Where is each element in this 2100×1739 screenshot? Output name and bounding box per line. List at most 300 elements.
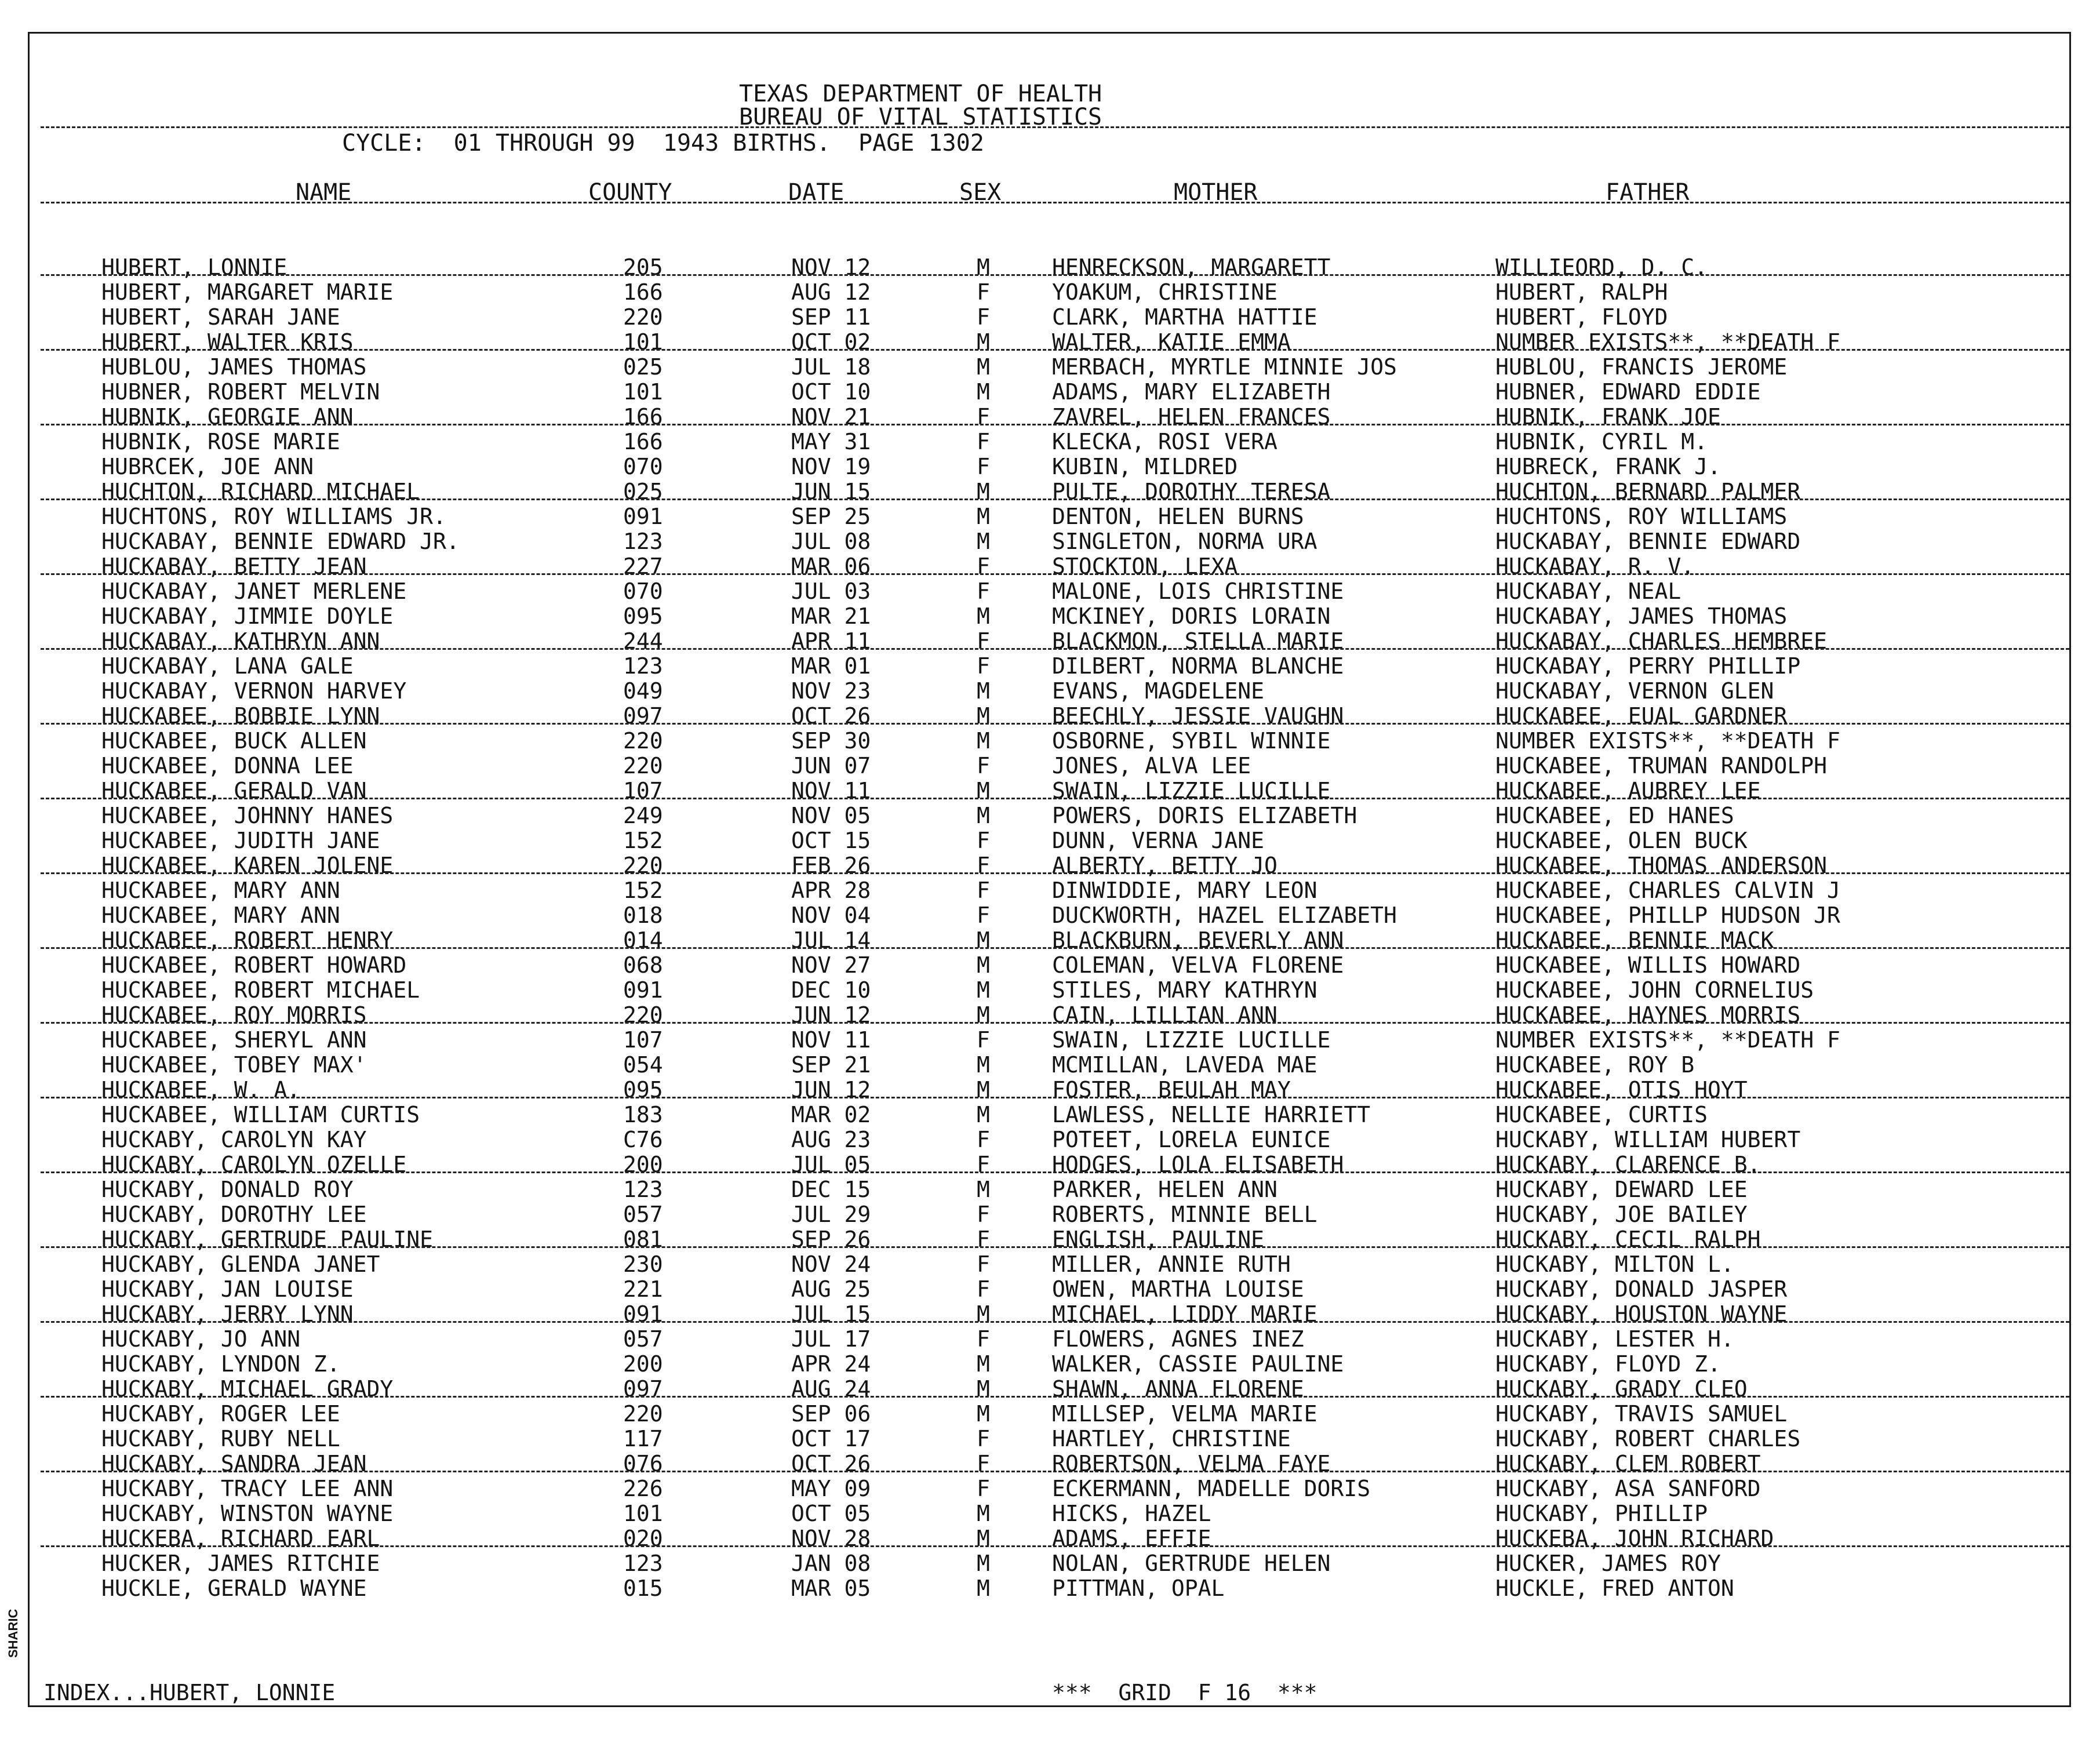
mother-cell: PITTMAN, OPAL bbox=[1052, 1576, 1225, 1601]
row-separator bbox=[41, 1172, 2069, 1173]
father-cell: HUCHTONS, ROY WILLIAMS bbox=[1495, 504, 1788, 529]
name-cell: HUCKABEE, W. A. bbox=[101, 1077, 301, 1103]
name-cell: HUCKABAY, VERNON HARVEY bbox=[101, 678, 407, 704]
mother-cell: SINGLETON, NORMA URA bbox=[1052, 529, 1317, 554]
sex-cell: M bbox=[977, 1052, 990, 1078]
sex-cell: F bbox=[977, 1202, 990, 1227]
date-cell: MAR 05 bbox=[791, 1576, 871, 1601]
date-cell: OCT 05 bbox=[791, 1501, 871, 1526]
table-row bbox=[0, 1352, 2100, 1377]
name-cell: HUCKABY, GLENDA JANET bbox=[101, 1252, 380, 1277]
date-cell: MAY 09 bbox=[791, 1476, 871, 1501]
date-cell: OCT 15 bbox=[791, 828, 871, 853]
mother-cell: ADAMS, MARY ELIZABETH bbox=[1052, 379, 1331, 405]
mother-cell: KUBIN, MILDRED bbox=[1052, 454, 1238, 479]
row-separator bbox=[41, 274, 2069, 276]
table-row bbox=[0, 1078, 2100, 1103]
county-cell: 220 bbox=[623, 304, 663, 330]
table-row bbox=[0, 704, 2100, 729]
county-cell: 107 bbox=[623, 1027, 663, 1053]
name-cell: HUCKABY, WINSTON WAYNE bbox=[101, 1501, 394, 1526]
father-cell: HUCKABY, ROBERT CHARLES bbox=[1495, 1426, 1801, 1451]
mother-cell: BEECHLY, JESSIE VAUGHN bbox=[1052, 703, 1344, 729]
name-cell: HUCKABEE, MARY ANN bbox=[101, 878, 340, 903]
mother-cell: HICKS, HAZEL bbox=[1052, 1501, 1211, 1526]
father-cell: HUCKABY, CLEM ROBERT bbox=[1495, 1451, 1761, 1476]
date-cell: JUN 12 bbox=[791, 1002, 871, 1028]
mother-cell: ENGLISH, PAULINE bbox=[1052, 1227, 1265, 1252]
mother-cell: CLARK, MARTHA HATTIE bbox=[1052, 304, 1317, 330]
row-separator bbox=[41, 648, 2069, 650]
county-cell: 057 bbox=[623, 1202, 663, 1227]
mother-cell: HARTLEY, CHRISTINE bbox=[1052, 1426, 1291, 1451]
date-cell: DEC 15 bbox=[791, 1177, 871, 1202]
name-cell: HUCKABY, JERRY LYNN bbox=[101, 1301, 354, 1327]
table-row bbox=[0, 1177, 2100, 1202]
name-cell: HUCKABY, LYNDON Z. bbox=[101, 1351, 340, 1377]
sex-cell: F bbox=[977, 1451, 990, 1476]
grid-footer: *** GRID F 16 *** bbox=[1052, 1680, 1317, 1705]
father-cell: HUBLOU, FRANCIS JEROME bbox=[1495, 354, 1788, 380]
row-separator bbox=[41, 424, 2069, 425]
father-cell: HUCKABEE, EUAL GARDNER bbox=[1495, 703, 1788, 729]
mother-cell: DUNN, VERNA JANE bbox=[1052, 828, 1265, 853]
father-cell: HUBNIK, FRANK JOE bbox=[1495, 404, 1721, 430]
mother-cell: PARKER, HELEN ANN bbox=[1052, 1177, 1278, 1202]
sex-cell: M bbox=[977, 354, 990, 380]
header-rule bbox=[41, 126, 2069, 128]
father-cell: HUCKEBA, JOHN RICHARD bbox=[1495, 1526, 1774, 1551]
table-row bbox=[0, 928, 2100, 953]
date-cell: DEC 10 bbox=[791, 977, 871, 1003]
date-cell: MAR 02 bbox=[791, 1102, 871, 1127]
county-cell: 070 bbox=[623, 454, 663, 479]
father-cell: HUCKABEE, TRUMAN RANDOLPH bbox=[1495, 753, 1827, 778]
table-row bbox=[0, 355, 2100, 380]
name-cell: HUCKER, JAMES RITCHIE bbox=[101, 1551, 380, 1576]
table-row bbox=[0, 1427, 2100, 1451]
sex-cell: M bbox=[977, 678, 990, 704]
date-cell: JUL 17 bbox=[791, 1326, 871, 1352]
date-cell: SEP 30 bbox=[791, 728, 871, 754]
county-cell: 015 bbox=[623, 1576, 663, 1601]
father-cell: HUCKABAY, NEAL bbox=[1495, 579, 1682, 604]
table-row bbox=[0, 1402, 2100, 1427]
sex-cell: F bbox=[977, 753, 990, 778]
county-cell: 123 bbox=[623, 529, 663, 554]
name-cell: HUCKABY, JO ANN bbox=[101, 1326, 301, 1352]
sex-cell: M bbox=[977, 927, 990, 953]
mother-cell: EVANS, MAGDELENE bbox=[1052, 678, 1265, 704]
mother-cell: FOSTER, BEULAH MAY bbox=[1052, 1077, 1291, 1103]
date-cell: AUG 24 bbox=[791, 1376, 871, 1402]
father-cell: HUCKABEE, OTIS HOYT bbox=[1495, 1077, 1748, 1103]
mother-cell: DENTON, HELEN BURNS bbox=[1052, 504, 1304, 529]
county-cell: 091 bbox=[623, 504, 663, 529]
name-cell: HUBLOU, JAMES THOMAS bbox=[101, 354, 367, 380]
date-cell: JUL 03 bbox=[791, 579, 871, 604]
table-row bbox=[0, 1327, 2100, 1352]
county-cell: 220 bbox=[623, 1401, 663, 1427]
table-row bbox=[0, 305, 2100, 330]
mother-cell: BLACKMON, STELLA MARIE bbox=[1052, 628, 1344, 654]
sex-cell: F bbox=[977, 1476, 990, 1501]
date-cell: NOV 19 bbox=[791, 454, 871, 479]
date-cell: SEP 06 bbox=[791, 1401, 871, 1427]
table-row bbox=[0, 828, 2100, 853]
father-cell: HUCKABAY, BENNIE EDWARD bbox=[1495, 529, 1801, 554]
table-row bbox=[0, 1526, 2100, 1551]
county-cell: 183 bbox=[623, 1102, 663, 1127]
sex-cell: M bbox=[977, 1102, 990, 1127]
father-cell: HUBERT, RALPH bbox=[1495, 279, 1668, 305]
table-row bbox=[0, 778, 2100, 803]
mother-cell: COLEMAN, VELVA FLORENE bbox=[1052, 952, 1344, 978]
name-cell: HUBRCEK, JOE ANN bbox=[101, 454, 314, 479]
mother-cell: PULTE, DOROTHY TERESA bbox=[1052, 479, 1331, 504]
table-row bbox=[0, 1127, 2100, 1152]
sex-cell: M bbox=[977, 529, 990, 554]
date-cell: SEP 25 bbox=[791, 504, 871, 529]
father-cell: HUCKABAY, VERNON GLEN bbox=[1495, 678, 1774, 704]
father-cell: NUMBER EXISTS**, **DEATH F bbox=[1495, 1027, 1840, 1053]
father-cell: HUCKABY, MILTON L. bbox=[1495, 1252, 1734, 1277]
mother-cell: CAIN, LILLIAN ANN bbox=[1052, 1002, 1278, 1028]
date-cell: AUG 12 bbox=[791, 279, 871, 305]
name-cell: HUCKABEE, TOBEY MAX' bbox=[101, 1052, 367, 1078]
father-cell: HUCKER, JAMES ROY bbox=[1495, 1551, 1721, 1576]
sex-cell: M bbox=[977, 329, 990, 355]
county-cell: 123 bbox=[623, 1551, 663, 1576]
mother-cell: OSBORNE, SYBIL WINNIE bbox=[1052, 728, 1331, 754]
sex-cell: F bbox=[977, 1252, 990, 1277]
name-cell: HUCKABY, CAROLYN KAY bbox=[101, 1127, 367, 1152]
mother-cell: POWERS, DORIS ELIZABETH bbox=[1052, 803, 1357, 828]
mother-cell: ZAVREL, HELEN FRANCES bbox=[1052, 404, 1331, 430]
father-cell: HUCKABEE, OLEN BUCK bbox=[1495, 828, 1748, 853]
father-cell: HUCKABEE, PHILLP HUDSON JR bbox=[1495, 903, 1840, 928]
sex-cell: M bbox=[977, 254, 990, 280]
row-separator bbox=[41, 573, 2069, 575]
county-cell: 244 bbox=[623, 628, 663, 654]
date-cell: NOV 04 bbox=[791, 903, 871, 928]
name-cell: HUCKABY, ROGER LEE bbox=[101, 1401, 340, 1427]
sex-cell: F bbox=[977, 579, 990, 604]
county-cell: 057 bbox=[623, 1326, 663, 1352]
name-cell: HUCKABY, MICHAEL GRADY bbox=[101, 1376, 394, 1402]
mother-cell: JONES, ALVA LEE bbox=[1052, 753, 1251, 778]
father-cell: HUCKABAY, JAMES THOMAS bbox=[1495, 603, 1788, 629]
sex-cell: F bbox=[977, 429, 990, 454]
table-row bbox=[0, 1377, 2100, 1402]
row-separator bbox=[41, 798, 2069, 799]
county-cell: 220 bbox=[623, 853, 663, 878]
father-cell: HUCKABEE, AUBREY LEE bbox=[1495, 778, 1761, 803]
col-header-name: NAME bbox=[296, 179, 352, 206]
name-cell: HUCKABAY, JIMMIE DOYLE bbox=[101, 603, 394, 629]
sex-cell: M bbox=[977, 952, 990, 978]
col-header-father: FATHER bbox=[1606, 179, 1690, 206]
father-cell: HUCKABY, TRAVIS SAMUEL bbox=[1495, 1401, 1788, 1427]
name-cell: HUCKLE, GERALD WAYNE bbox=[101, 1576, 367, 1601]
side-label: SHARIC bbox=[6, 1609, 20, 1658]
name-cell: HUCHTONS, ROY WILLIAMS JR. bbox=[101, 504, 446, 529]
sex-cell: F bbox=[977, 1127, 990, 1152]
father-cell: HUCKABEE, THOMAS ANDERSON bbox=[1495, 853, 1827, 878]
sex-cell: M bbox=[977, 479, 990, 504]
table-row bbox=[0, 579, 2100, 604]
name-cell: HUCKABY, JAN LOUISE bbox=[101, 1276, 354, 1302]
date-cell: NOV 12 bbox=[791, 254, 871, 280]
father-cell: HUCKABAY, PERRY PHILLIP bbox=[1495, 653, 1801, 679]
sex-cell: F bbox=[977, 454, 990, 479]
father-cell: HUCKABEE, BENNIE MACK bbox=[1495, 927, 1774, 953]
father-cell: HUCKABY, WILLIAM HUBERT bbox=[1495, 1127, 1801, 1152]
index-footer: INDEX...HUBERT, LONNIE bbox=[43, 1680, 336, 1705]
table-row bbox=[0, 604, 2100, 629]
county-cell: 227 bbox=[623, 554, 663, 579]
name-cell: HUCKABY, DOROTHY LEE bbox=[101, 1202, 367, 1227]
name-cell: HUCKABY, CAROLYN OZELLE bbox=[101, 1152, 407, 1177]
row-separator bbox=[41, 499, 2069, 500]
date-cell: JUN 15 bbox=[791, 479, 871, 504]
mother-cell: ADAMS, EFFIE bbox=[1052, 1526, 1211, 1551]
table-row bbox=[0, 405, 2100, 430]
cycle-line: CYCLE: 01 THROUGH 99 1943 BIRTHS. PAGE 1302 bbox=[342, 130, 984, 157]
father-cell: HUCKABEE, JOHN CORNELIUS bbox=[1495, 977, 1814, 1003]
father-cell: HUCKABY, FLOYD Z. bbox=[1495, 1351, 1721, 1377]
col-header-mother: MOTHER bbox=[1174, 179, 1258, 206]
col-header-date: DATE bbox=[788, 179, 845, 206]
name-cell: HUBERT, WALTER KRIS bbox=[101, 329, 354, 355]
mother-cell: ROBERTS, MINNIE BELL bbox=[1052, 1202, 1317, 1227]
sex-cell: M bbox=[977, 1551, 990, 1576]
mother-cell: ROBERTSON, VELMA FAYE bbox=[1052, 1451, 1331, 1476]
sex-cell: F bbox=[977, 1027, 990, 1053]
mother-cell: MILLER, ANNIE RUTH bbox=[1052, 1252, 1291, 1277]
county-cell: 097 bbox=[623, 703, 663, 729]
mother-cell: WALTER, KATIE EMMA bbox=[1052, 329, 1291, 355]
county-cell: 091 bbox=[623, 977, 663, 1003]
date-cell: APR 24 bbox=[791, 1351, 871, 1377]
county-cell: 091 bbox=[623, 1301, 663, 1327]
county-cell: 081 bbox=[623, 1227, 663, 1252]
table-row bbox=[0, 479, 2100, 504]
sex-cell: F bbox=[977, 828, 990, 853]
name-cell: HUCKABEE, JUDITH JANE bbox=[101, 828, 380, 853]
name-cell: HUCKABEE, WILLIAM CURTIS bbox=[101, 1102, 420, 1127]
sex-cell: M bbox=[977, 728, 990, 754]
county-cell: 101 bbox=[623, 379, 663, 405]
sex-cell: M bbox=[977, 1351, 990, 1377]
table-row bbox=[0, 953, 2100, 978]
name-cell: HUCKABAY, BETTY JEAN bbox=[101, 554, 367, 579]
row-separator bbox=[41, 1097, 2069, 1098]
table-row bbox=[0, 1476, 2100, 1501]
county-cell: 107 bbox=[623, 778, 663, 803]
mother-cell: LAWLESS, NELLIE HARRIETT bbox=[1052, 1102, 1371, 1127]
name-cell: HUCKABEE, ROBERT HOWARD bbox=[101, 952, 407, 978]
sex-cell: M bbox=[977, 1177, 990, 1202]
date-cell: OCT 26 bbox=[791, 1451, 871, 1476]
table-row bbox=[0, 1053, 2100, 1078]
table-row bbox=[0, 978, 2100, 1003]
table-row bbox=[0, 679, 2100, 704]
father-cell: HUCKABY, JOE BAILEY bbox=[1495, 1202, 1748, 1227]
row-separator bbox=[41, 1545, 2069, 1547]
mother-cell: YOAKUM, CHRISTINE bbox=[1052, 279, 1278, 305]
name-cell: HUCKABY, RUBY NELL bbox=[101, 1426, 340, 1451]
date-cell: OCT 17 bbox=[791, 1426, 871, 1451]
name-cell: HUCKABEE, KAREN JOLENE bbox=[101, 853, 394, 878]
mother-cell: KLECKA, ROSI VERA bbox=[1052, 429, 1278, 454]
name-cell: HUBNER, ROBERT MELVIN bbox=[101, 379, 380, 405]
mother-cell: MERBACH, MYRTLE MINNIE JOS bbox=[1052, 354, 1397, 380]
name-cell: HUCKABEE, GERALD VAN bbox=[101, 778, 367, 803]
sex-cell: M bbox=[977, 1077, 990, 1103]
name-cell: HUCKABY, SANDRA JEAN bbox=[101, 1451, 367, 1476]
table-row bbox=[0, 1003, 2100, 1028]
father-cell: HUCKABY, LESTER H. bbox=[1495, 1326, 1734, 1352]
county-cell: 220 bbox=[623, 728, 663, 754]
name-cell: HUCKABAY, JANET MERLENE bbox=[101, 579, 407, 604]
sex-cell: F bbox=[977, 653, 990, 679]
county-cell: 068 bbox=[623, 952, 663, 978]
agency-title: TEXAS DEPARTMENT OF HEALTH bbox=[739, 81, 1102, 107]
date-cell: NOV 23 bbox=[791, 678, 871, 704]
county-cell: 076 bbox=[623, 1451, 663, 1476]
name-cell: HUCHTON, RICHARD MICHAEL bbox=[101, 479, 420, 504]
county-cell: 049 bbox=[623, 678, 663, 704]
table-row bbox=[0, 803, 2100, 828]
father-cell: HUBNER, EDWARD EDDIE bbox=[1495, 379, 1761, 405]
mother-cell: STOCKTON, LEXA bbox=[1052, 554, 1238, 579]
sex-cell: M bbox=[977, 1501, 990, 1526]
county-cell: 220 bbox=[623, 753, 663, 778]
county-cell: 230 bbox=[623, 1252, 663, 1277]
sex-cell: M bbox=[977, 1301, 990, 1327]
sex-cell: M bbox=[977, 1376, 990, 1402]
father-cell: HUCKABY, PHILLIP bbox=[1495, 1501, 1708, 1526]
sex-cell: M bbox=[977, 977, 990, 1003]
sex-cell: F bbox=[977, 1227, 990, 1252]
county-cell: 226 bbox=[623, 1476, 663, 1501]
mother-cell: DUCKWORTH, HAZEL ELIZABETH bbox=[1052, 903, 1397, 928]
date-cell: NOV 11 bbox=[791, 1027, 871, 1053]
date-cell: APR 11 bbox=[791, 628, 871, 654]
mother-cell: MALONE, LOIS CHRISTINE bbox=[1052, 579, 1344, 604]
father-cell: HUCKABEE, CHARLES CALVIN J bbox=[1495, 878, 1840, 903]
date-cell: JUN 12 bbox=[791, 1077, 871, 1103]
father-cell: HUCKABY, ASA SANFORD bbox=[1495, 1476, 1761, 1501]
name-cell: HUBERT, SARAH JANE bbox=[101, 304, 340, 330]
table-row bbox=[0, 1277, 2100, 1302]
county-cell: 020 bbox=[623, 1526, 663, 1551]
county-cell: C76 bbox=[623, 1127, 663, 1152]
mother-cell: STILES, MARY KATHRYN bbox=[1052, 977, 1317, 1003]
date-cell: AUG 25 bbox=[791, 1276, 871, 1302]
date-cell: MAR 21 bbox=[791, 603, 871, 629]
sex-cell: M bbox=[977, 803, 990, 828]
date-cell: JUL 29 bbox=[791, 1202, 871, 1227]
name-cell: HUCKABY, TRACY LEE ANN bbox=[101, 1476, 394, 1501]
county-cell: 018 bbox=[623, 903, 663, 928]
bureau-title: BUREAU OF VITAL STATISTICS bbox=[739, 104, 1102, 130]
mother-cell: MILLSEP, VELMA MARIE bbox=[1052, 1401, 1317, 1427]
table-row bbox=[0, 330, 2100, 355]
name-cell: HUCKABEE, BUCK ALLEN bbox=[101, 728, 367, 754]
father-cell: HUCKABEE, WILLIS HOWARD bbox=[1495, 952, 1801, 978]
mother-cell: SWAIN, LIZZIE LUCILLE bbox=[1052, 778, 1331, 803]
name-cell: HUCKABAY, LANA GALE bbox=[101, 653, 354, 679]
county-cell: 166 bbox=[623, 279, 663, 305]
name-cell: HUCKABEE, ROY MORRIS bbox=[101, 1002, 367, 1028]
county-cell: 166 bbox=[623, 429, 663, 454]
county-cell: 070 bbox=[623, 579, 663, 604]
county-cell: 152 bbox=[623, 878, 663, 903]
date-cell: SEP 21 bbox=[791, 1052, 871, 1078]
county-cell: 014 bbox=[623, 927, 663, 953]
row-separator bbox=[41, 872, 2069, 874]
date-cell: JUL 05 bbox=[791, 1152, 871, 1177]
mother-cell: POTEET, LORELA EUNICE bbox=[1052, 1127, 1331, 1152]
sex-cell: M bbox=[977, 504, 990, 529]
table-row bbox=[0, 903, 2100, 928]
sex-cell: M bbox=[977, 603, 990, 629]
mother-cell: DILBERT, NORMA BLANCHE bbox=[1052, 653, 1344, 679]
county-cell: 200 bbox=[623, 1152, 663, 1177]
county-cell: 117 bbox=[623, 1426, 663, 1451]
name-cell: HUCKABEE, ROBERT MICHAEL bbox=[101, 977, 420, 1003]
table-row bbox=[0, 529, 2100, 554]
father-cell: HUCKABEE, HAYNES MORRIS bbox=[1495, 1002, 1801, 1028]
mother-cell: OWEN, MARTHA LOUISE bbox=[1052, 1276, 1304, 1302]
father-cell: HUCKABEE, CURTIS bbox=[1495, 1102, 1708, 1127]
county-cell: 054 bbox=[623, 1052, 663, 1078]
date-cell: MAR 01 bbox=[791, 653, 871, 679]
mother-cell: MCKINEY, DORIS LORAIN bbox=[1052, 603, 1331, 629]
table-row bbox=[0, 629, 2100, 654]
name-cell: HUBNIK, ROSE MARIE bbox=[101, 429, 340, 454]
father-cell: HUBNIK, CYRIL M. bbox=[1495, 429, 1708, 454]
row-separator bbox=[41, 1022, 2069, 1024]
date-cell: FEB 26 bbox=[791, 853, 871, 878]
col-header-county: COUNTY bbox=[588, 179, 672, 206]
date-cell: MAY 31 bbox=[791, 429, 871, 454]
table-row bbox=[0, 1227, 2100, 1252]
father-cell: HUCKABY, CECIL RALPH bbox=[1495, 1227, 1761, 1252]
county-cell: 101 bbox=[623, 1501, 663, 1526]
table-row bbox=[0, 454, 2100, 479]
father-cell: HUCKABY, DONALD JASPER bbox=[1495, 1276, 1788, 1302]
sex-cell: F bbox=[977, 1152, 990, 1177]
mother-cell: SWAIN, LIZZIE LUCILLE bbox=[1052, 1027, 1331, 1053]
sex-cell: M bbox=[977, 703, 990, 729]
name-cell: HUCKABY, GERTRUDE PAULINE bbox=[101, 1227, 433, 1252]
county-cell: 095 bbox=[623, 1077, 663, 1103]
name-cell: HUCKABEE, DONNA LEE bbox=[101, 753, 354, 778]
col-header-sex: SEX bbox=[959, 179, 1002, 206]
sex-cell: F bbox=[977, 853, 990, 878]
sex-cell: F bbox=[977, 304, 990, 330]
county-cell: 200 bbox=[623, 1351, 663, 1377]
father-cell: HUCKABAY, R. V. bbox=[1495, 554, 1695, 579]
mother-cell: SHAWN, ANNA FLORENE bbox=[1052, 1376, 1304, 1402]
name-cell: HUCKABAY, BENNIE EDWARD JR. bbox=[101, 529, 460, 554]
county-cell: 123 bbox=[623, 1177, 663, 1202]
sex-cell: M bbox=[977, 1002, 990, 1028]
mother-cell: WALKER, CASSIE PAULINE bbox=[1052, 1351, 1344, 1377]
